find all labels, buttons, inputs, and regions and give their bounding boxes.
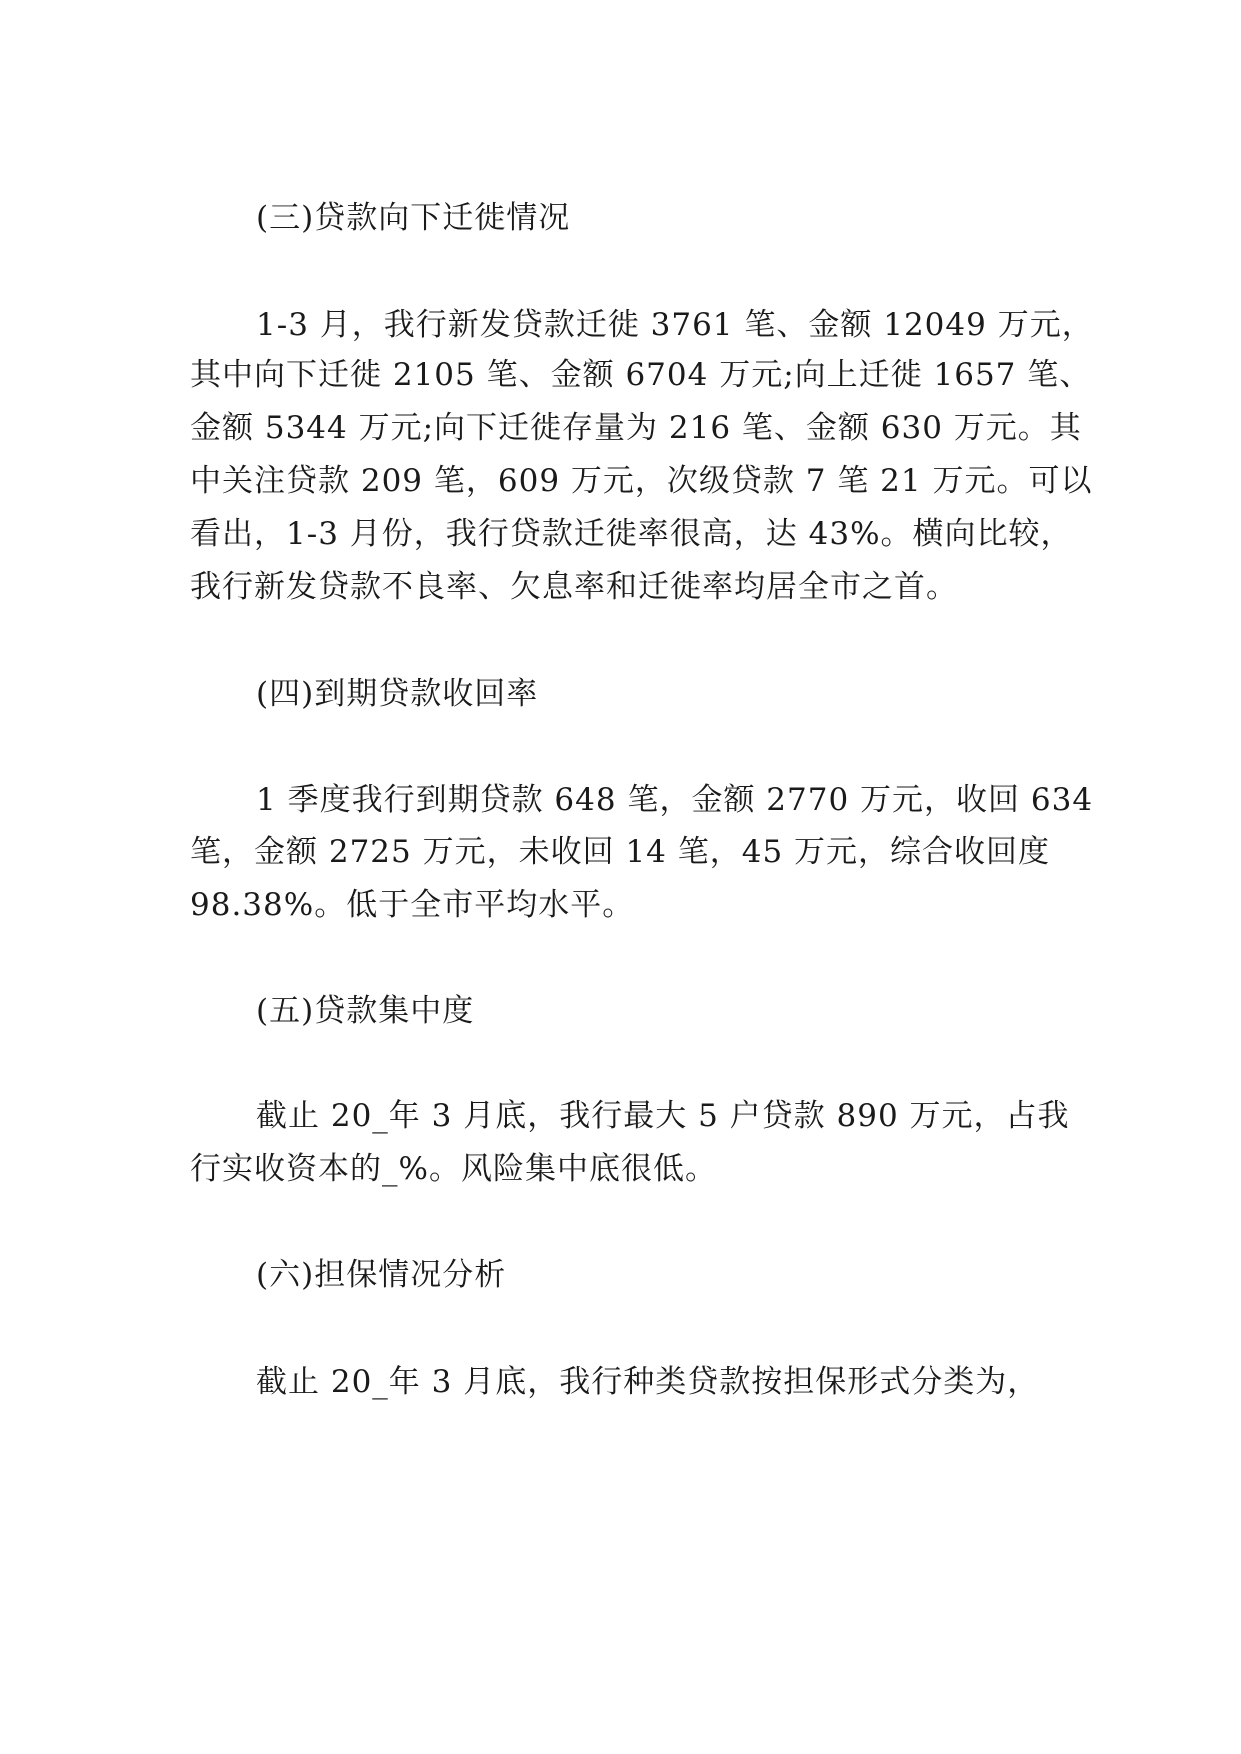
- paragraph-line: 1-3 月，我行新发贷款迁徙 3761 笔、金额 12049 万元，: [256, 307, 1094, 343]
- section-heading-5: (五)贷款集中度: [256, 993, 475, 1029]
- paragraph-line: 中关注贷款 209 笔，609 万元，次级贷款 7 笔 21 万元。可以: [190, 463, 1093, 499]
- paragraph-line: 行实收资本的_%。风险集中底很低。: [190, 1151, 717, 1187]
- section-heading-3: (三)贷款向下迁徙情况: [256, 200, 571, 236]
- paragraph-line: 截止 20_年 3 月底，我行最大 5 户贷款 890 万元，占我: [256, 1098, 1070, 1134]
- section-heading-4: (四)到期贷款收回率: [256, 676, 539, 712]
- section-heading-6: (六)担保情况分析: [256, 1257, 507, 1293]
- paragraph-line: 98.38%。低于全市平均水平。: [190, 887, 635, 923]
- paragraph-line: 我行新发贷款不良率、欠息率和迁徙率均居全市之首。: [190, 569, 958, 605]
- paragraph-line: 笔，金额 2725 万元，未收回 14 笔，45 万元，综合收回度: [190, 834, 1051, 870]
- paragraph-line: 截止 20_年 3 月底，我行种类贷款按担保形式分类为，: [256, 1364, 1040, 1400]
- paragraph-line: 看出，1-3 月份，我行贷款迁徙率很高，达 43%。横向比较，: [190, 516, 1073, 552]
- paragraph-line: 金额 5344 万元;向下迁徙存量为 216 笔、金额 630 万元。其: [190, 410, 1082, 446]
- paragraph-line: 1 季度我行到期贷款 648 笔，金额 2770 万元，收回 634: [256, 782, 1094, 818]
- paragraph-line: 其中向下迁徙 2105 笔、金额 6704 万元;向上迁徙 1657 笔、: [190, 357, 1092, 393]
